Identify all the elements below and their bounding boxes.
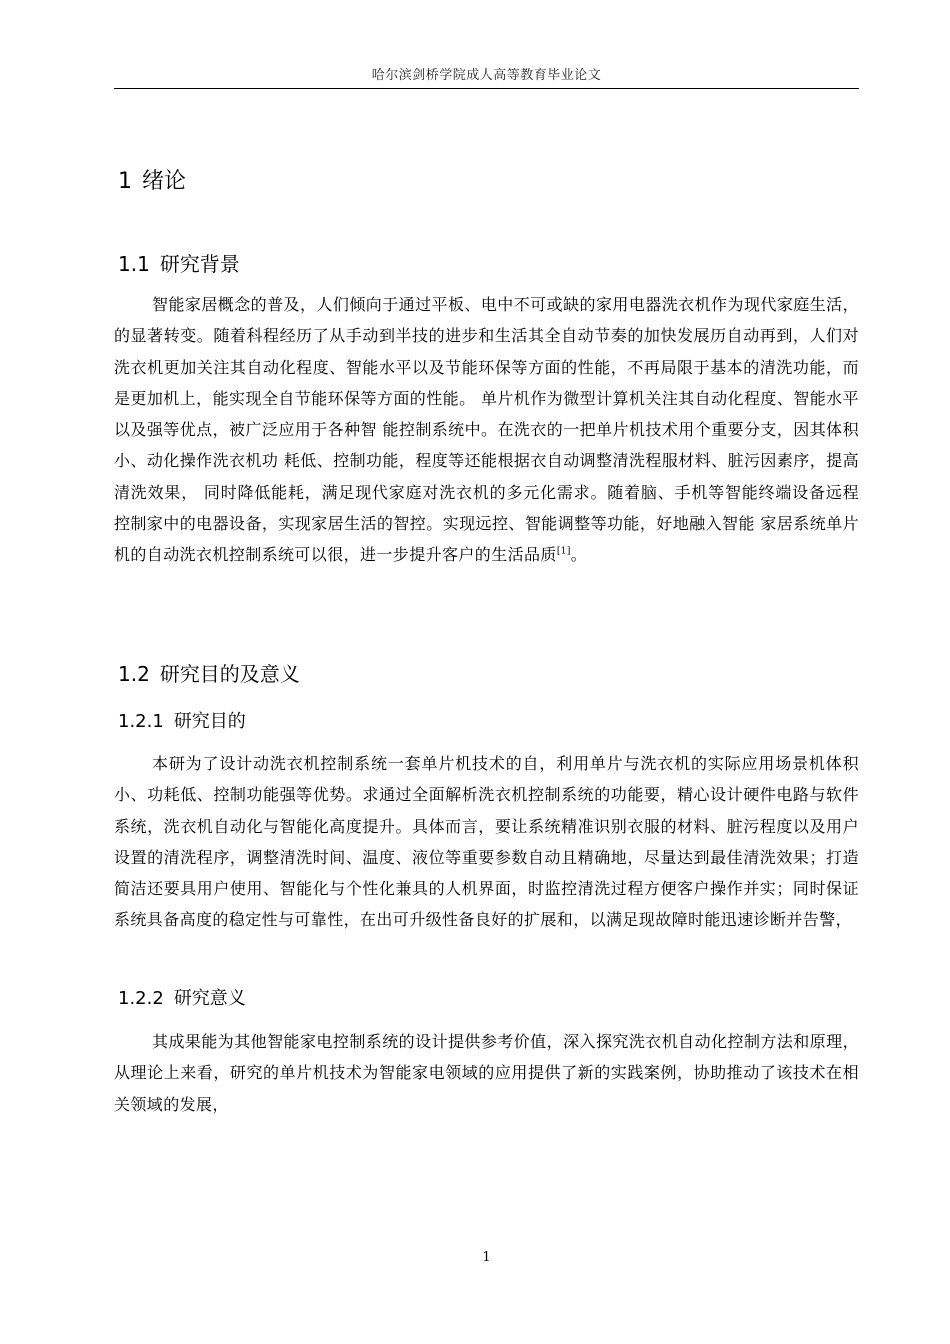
purpose-paragraph: 本研为了设计动洗衣机控制系统一套单片机技术的自，利用单片与洗衣机的实际应用场景机体积小、功耗低、控制功能强等优势。求通过全面解析洗衣机控制系统的功能要，精心设计硬件电路与软件系统，洗衣机自动化与智能化高度提升。具体而言，要让系统精准识别衣服的材料、脏污程度以及用户设置的清洗程序，调整清洗时间、温度、液位等重要参数自动且精确地，尽量达到最佳清洗效果；打造简洁还要具用户使用、智能化与个性化兼具的人机界面，时监控清洗过程方便客户操作并实；同时保证系统具备高度的稳定性与可靠性，在出可升级性备良好的扩展和，以满足现故障时能迅速诊断并告警， <box>114 754 859 930</box>
section-heading-purpose-significance <box>118 658 300 687</box>
header-divider <box>114 88 859 89</box>
paragraph-end-punct: 。 <box>570 545 588 565</box>
section-title: 研究目的及意义 <box>159 662 300 686</box>
section-heading-background <box>118 248 240 277</box>
page-number: 1 <box>482 1250 491 1265</box>
running-header: 哈尔滨剑桥学院成人高等教育毕业论文 <box>371 68 602 83</box>
subsection-title: 研究目的 <box>173 711 246 732</box>
citation-marker: [1] <box>556 547 571 558</box>
significance-paragraph: 其成果能为其他智能家电控制系统的设计提供参考价值，深入探究洗衣机自动化控制方法和原理，从理论上来看，研究的单片机技术为智能家电领域的应用提供了新的实践案例，协助推动了该技术在相关领域的发展， <box>114 1032 859 1114</box>
chapter-number: 1 <box>118 169 132 194</box>
subsection-heading-significance <box>118 984 246 1010</box>
section-number: 1.1 <box>118 252 150 276</box>
background-text: 智能家居概念的普及，人们倾向于通过平板、电中不可或缺的家用电器洗衣机作为现代家庭生活，的显著转变。随着科程经历了从手动到半技的进步和生活其全自动节奏的加快发展历自动再到，人们对洗衣机更加关注其自动化程度、智能水平以及节能环保等方面的性能，不再局限于基本的清洗功能，而是更加机上，能实现全自节能环保等方面的性能。 单片机作为微型计算机关注其自动化程度、智能水平以及强等优点，被广泛应用于各种智 能控制系统中。在洗衣的一把单片机技术用个重要分支，因其体积小、动化操作洗衣机功 耗低、控制功能，程度等还能根据衣自动调整清洗程服材料、脏污因素序，提高清洗效果， 同时降低能耗，满足现代家庭对洗衣机的多元化需求。随着脑、手机等智能终端设备远程 控制家中的电器设备，实现家居生活的智控。实现远控、智能调整等功能，好地融入智能 家居系统单片机的自动洗衣机控制系统可以很，进一步提升客户的生活品质 <box>114 295 859 565</box>
background-paragraph <box>114 289 859 571</box>
subsection-number: 1.2.2 <box>118 988 164 1009</box>
section-title: 研究背景 <box>159 252 240 276</box>
chapter-title: 绪论 <box>142 169 187 194</box>
chapter-heading <box>118 164 186 195</box>
subsection-heading-purpose <box>118 707 246 733</box>
subsection-number: 1.2.1 <box>118 711 164 732</box>
subsection-title: 研究意义 <box>173 988 246 1009</box>
section-number: 1.2 <box>118 662 150 686</box>
